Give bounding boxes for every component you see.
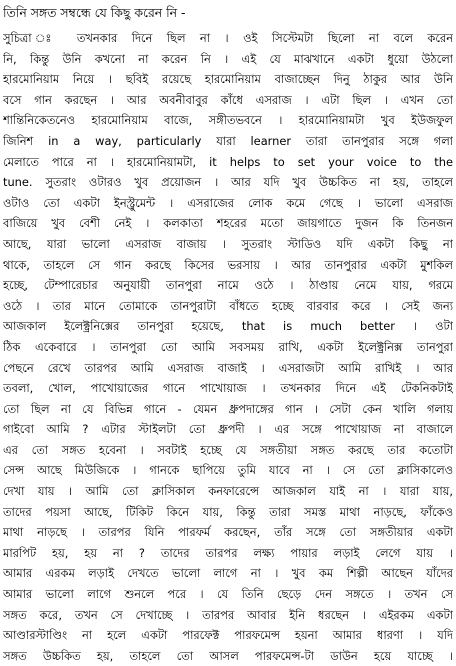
text-line: তো ছিল না যে বিভিন্ন গানে - যেমন ধ্রুপদাঙ্গের গান । সেটা কেন খালি গলায় (3, 401, 453, 416)
text-line: সেন্স আছে মিউজিকে । গানকে ছাপিয়ে তুমি যাবে না । সে তো ক্লাসিকালেও (3, 463, 453, 478)
text-line: আণ্ডারস্টাণ্ডিং না হলে একটা পারফেক্ট পারফমেন্স হয়না আমার ধারণা । যদি (3, 628, 453, 643)
text-line: হচ্ছে, টেম্পারেচার অনুযায়ী তানপুরা নামে ওঠে । ঠাণ্ডায় নেমে যায়, গরমে (3, 278, 453, 293)
text-line: হারমোনিয়াম নিয়ে । ছবিই রয়েছে হারমোনিয়াম বাজাচ্ছেন দিনু ঠাকুর আর উনি (3, 72, 453, 87)
text-line: শান্তিনিকেতনেও হারমোনিয়াম বাজে, সঙ্গীতভবনে । হারমোনিয়ামটা খুব ইউজফুল (3, 113, 453, 128)
text-line: নি, কিন্তু উনি কখনো না করেন নি । এই যে মাঝখানে একটা ধুয়ো উঠলো (3, 51, 453, 66)
text-line: বসে গান করছেন । আর অবনীবাবুর কাঁধে এসরাজ । এটা ছিল । এখন তো (3, 92, 453, 107)
text-line: তবলা, খোল, পাখোয়াজের গানে পাখোয়াজ । তখনকার দিনে এই টেকনিকটাই (3, 381, 453, 396)
text-line: মারপিট হয়, হয় না ? তাদের তারপর লক্ষ্য পায়ার লড়াই লেগে যায় । (3, 545, 453, 560)
text-line: মাথা নাড়ছে । তারপর যিনি পারফর্ম করছেন, তাঁর সঙ্গে তো সঙ্গতীয়ার একটা (3, 525, 453, 540)
text-line: পেছনে রেখে তারপর আমি এসরাজ বাজাই । এসরাজটা আমি রাখিই । আর (3, 360, 453, 375)
text-line: তাদের পয়সা আছে, টিকিট কিনে যায়, কিন্তু তারা সমস্ত মাথা নাড়ছে, ফাঁকেও (3, 504, 453, 519)
document-body (3, 28, 453, 666)
text-line: tune. সুতরাং ওটারও খুব প্রয়োজন । আর যদি খুব উচ্চকিত না হয়, তাহলে (3, 175, 453, 190)
text-line: সঙ্গত করে, তখন সে দেখাচ্ছে । তারপর আবার ইনি ধরছেন । এইরকম একটা (3, 607, 453, 622)
text-line: আমার এরকম লড়াই দেখতে ভালো লাগে না । খুব কম শিল্পী আছেন যাঁদের (3, 566, 453, 581)
text-line: এর তো সঙ্গত হবেনা । সবটাই হচ্ছে যে সঙ্গতীয়া সঙ্গত করছে তার কতোটা (3, 442, 453, 457)
text-line: আমার ভালো লাগে শুনলে পরে । যে তিনি ছেড়ে দেন সঙ্গতে । তখন সে (3, 587, 453, 602)
text-line: বাজিয়ে খুব বেশী নেই । কলকাতা শহরের মতো জায়গাতে দুজন কি তিনজন (3, 216, 453, 231)
text-line: ঠিক একেবারে । তানপুরা তো আমি সবসময় রাখি, একটা ইলেক্ট্রনিক্স তানপুরা (3, 339, 453, 354)
text-line: আজকাল ইলেক্ট্রনিক্সের তানপুরা হয়েছে, that is much better । ওটা (3, 319, 453, 334)
text-line: আছে, যারা ভালো এসরাজ বাজায় । সুতরাং স্টাডিও যদি একটা কিছু না (3, 236, 453, 251)
text-line: ওঠে । তার মানে তোমাকে তানপুরাটা বাঁধতে হচ্ছে বারবার করে । সেই জন্য (3, 298, 453, 313)
text-line: ওটাও তো একটা ইনস্ট্রুমেন্ট । এসরাজের লোক কমে গেছে । ভালো এসরাজ (3, 195, 453, 210)
text-line: দেখা যায় । আমি তো ক্লাসিকাল কনফারেন্সে আজকাল যাই না । যারা যায়, (3, 484, 453, 499)
text-line: সুচিত্রা ঃ তখনকার দিনে ছিল না । ওই সিস্টেমটা ছিলো না বলে করেন (3, 31, 453, 45)
text-line: গাইবো আমি ? এটার স্টাইলটা তো ধ্রুপদী । এর সঙ্গে পাখোয়াজ না বাজালে (3, 422, 453, 437)
text-line: থাকে, তাহলে সে গান করছে কিসের ভরসায় । আর তানপুরার একটা মুশকিল (3, 257, 453, 272)
text-line: মেলাতে পারে না । হারমোনিয়ামটা, it helps to set your voice to the (3, 154, 453, 169)
text-line: সঙ্গত উচ্চকিত হয়, তাহলে তো আসল পারফমেন্স-টা ডাউন হয়ে যাচ্ছে । (3, 648, 453, 663)
text-line: জিনিশ in a way, particularly যারা learner তারা তানপুরার সঙ্গে গলা (3, 133, 453, 148)
document-heading: তিনি সঙ্গত সম্বন্ধে যে কিছু করেন নি - (3, 5, 186, 20)
